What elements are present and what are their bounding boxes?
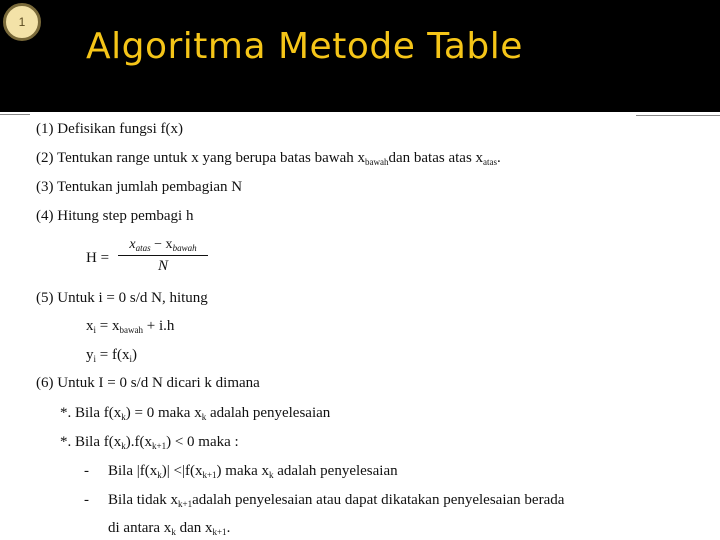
step-5: (5) Untuk i = 0 s/d N, hitung [36,290,208,306]
step-2: (2) Tentukan range untuk x yang berupa batas bawah $x_{bawah}dan$ batas atas $x_{atas}$. [36,150,501,167]
dash-2: - [84,492,89,508]
sub-case-2: Bila tidak $x_{k+1}adalah$ penyelesaian atau dapat dikatakan penyelesaian berada [108,492,565,509]
step-6-case-2: *. Bila $f(x_k).f(x_{k+1}) < 0$ maka : [60,434,239,451]
slide-number-badge [3,3,41,41]
formula-numerator: $x_{atas} - x_{bawah}$ [129,237,197,253]
slide-number: 1 [18,15,26,29]
slide-title: Algoritma Metode Table [86,26,523,67]
fraction-bar [118,255,208,256]
step-6-case-1: *. Bila $f(x_k) = 0$ maka $x_k$ adalah penyelesaian [60,405,331,422]
sub-case-2-cont: di antara $x_k$ dan $x_{k+1}$. [108,520,231,537]
sub-case-1: Bila $|f(x_k)| <|f(x_{k+1})$ maka $x_k$ adalah penyelesaian [108,463,398,480]
formula-denominator: N [157,258,168,274]
divider-right [636,115,720,116]
step-5-xi: $x_i = x_{bawah} + i.h$ [86,318,175,335]
slide-header [0,0,720,112]
dash-1: - [84,463,89,479]
step-3: (3) Tentukan jumlah pembagian N [36,179,243,195]
step-1: (1) Defisikan fungsi f(x) [36,121,184,137]
divider-left [0,114,30,115]
step-4: (4) Hitung step pembagi h [36,208,194,224]
formula-lhs: H = [86,250,110,266]
step-6: (6) Untuk I = 0 s/d N dicari k dimana [36,375,260,391]
step-5-yi: $y_i = f(x_i)$ [86,347,137,364]
step-formula [118,237,208,275]
